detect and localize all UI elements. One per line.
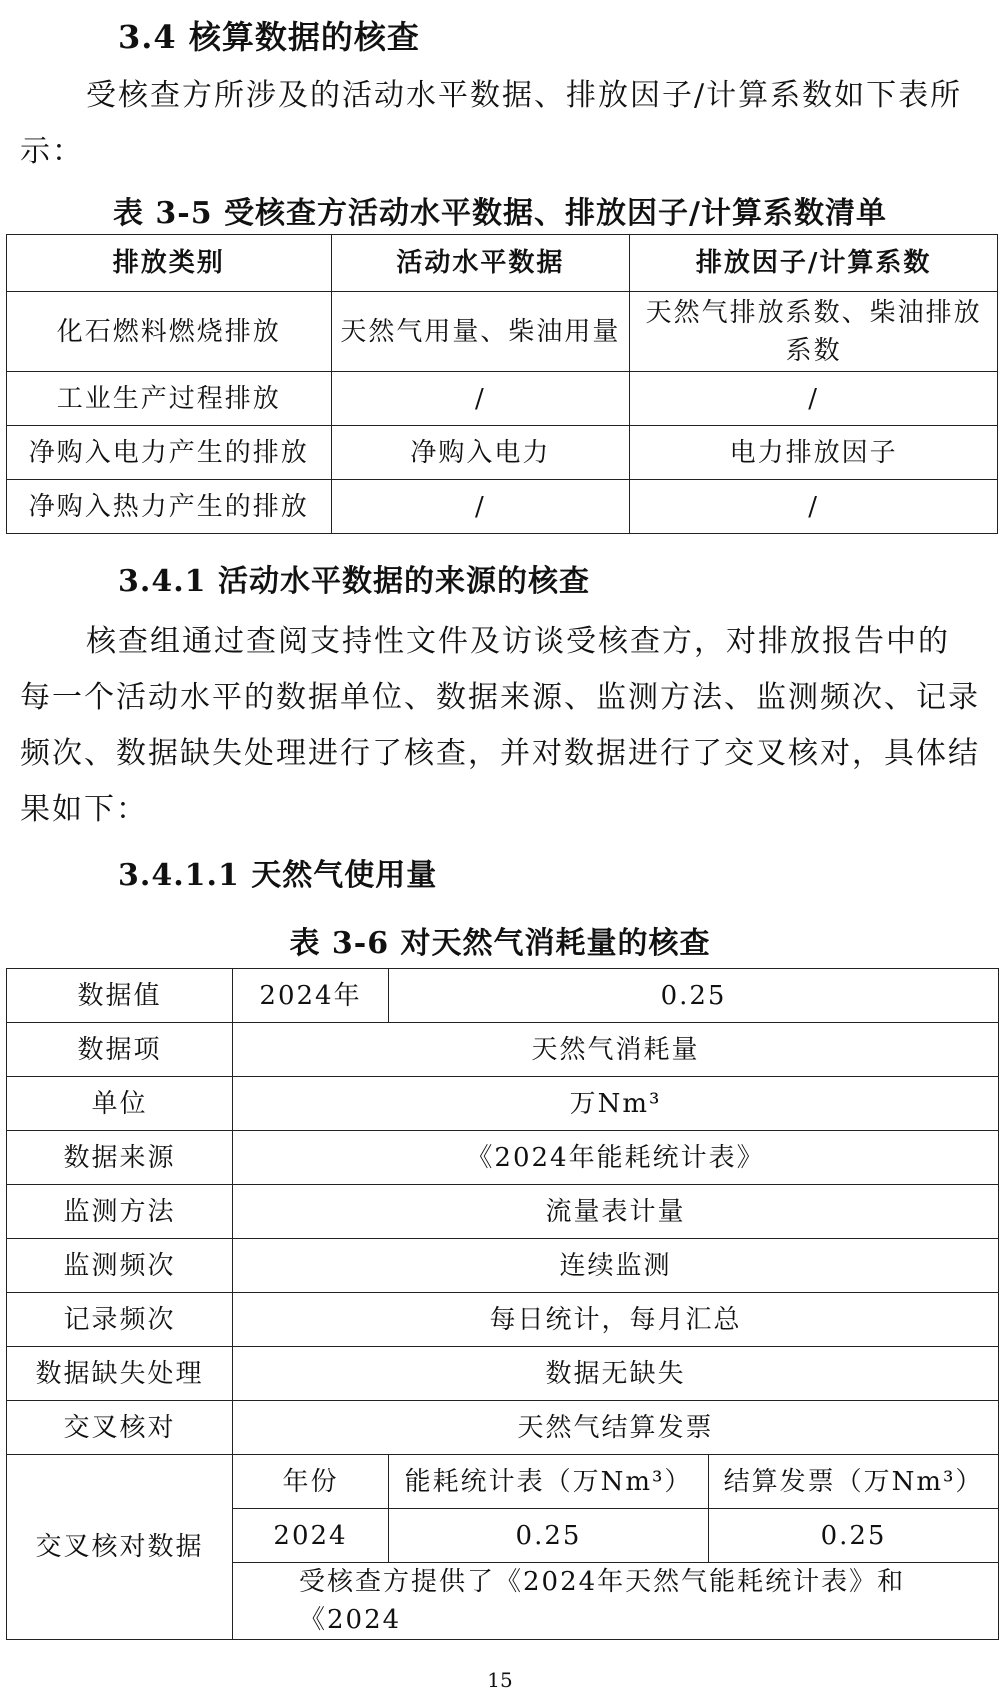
cross-check-header: 年份 (233, 1455, 389, 1509)
table1-caption: 表 3-5 受核查方活动水平数据、排放因子/计算系数清单 (112, 196, 888, 231)
table-cell: 净购入电力产生的排放 (7, 426, 332, 480)
table-row (7, 1293, 999, 1347)
row-label: 交叉核对 (7, 1401, 233, 1455)
table-cell: 净购入热力产生的排放 (7, 480, 332, 534)
table-cell: / (331, 372, 630, 426)
cross-check-header: 结算发票（万Nm³） (709, 1455, 999, 1509)
row-label: 数据项 (7, 1023, 233, 1077)
subsection-heading: 3.4.1 活动水平数据的来源的核查 (118, 564, 590, 599)
row-label: 数据来源 (7, 1131, 233, 1185)
table-row (7, 1239, 999, 1293)
cross-check-cell: 0.25 (709, 1509, 999, 1563)
emission-category-table (6, 234, 998, 534)
natural-gas-check-table (6, 968, 999, 1640)
table1-header-row (7, 235, 998, 292)
table-cell: 净购入电力 (331, 426, 630, 480)
table-row (7, 969, 999, 1023)
cross-check-label: 交叉核对数据 (7, 1455, 233, 1640)
table1-header-cell: 排放因子/计算系数 (630, 235, 998, 292)
table-cell: 化石燃料燃烧排放 (7, 292, 332, 372)
row-value: 万Nm³ (233, 1077, 999, 1131)
cross-check-note: 受核查方提供了《2024年天然气能耗统计表》和《2024 (233, 1563, 999, 1640)
table2-caption: 表 3-6 对天然气消耗量的核查 (289, 926, 711, 961)
table1-header-cell: 活动水平数据 (331, 235, 630, 292)
row-value: 流量表计量 (233, 1185, 999, 1239)
row-value: 数据无缺失 (233, 1347, 999, 1401)
row-label: 监测方法 (7, 1185, 233, 1239)
table-row (7, 426, 998, 480)
table-cell: / (331, 480, 630, 534)
value-cell: 0.25 (389, 969, 999, 1023)
table-row (7, 480, 998, 534)
row-value: 天然气结算发票 (233, 1401, 999, 1455)
year-cell: 2024年 (233, 969, 389, 1023)
cross-check-cell: 2024 (233, 1509, 389, 1563)
row-label: 数据缺失处理 (7, 1347, 233, 1401)
row-value: 连续监测 (233, 1239, 999, 1293)
table-row (7, 1023, 999, 1077)
row-label: 记录频次 (7, 1293, 233, 1347)
cross-check-cell: 0.25 (389, 1509, 709, 1563)
row-value: 每日统计，每月汇总 (233, 1293, 999, 1347)
table-row (7, 1401, 999, 1455)
table-row (7, 292, 998, 372)
section-heading: 3.4 核算数据的核查 (118, 18, 420, 56)
table-row (7, 1185, 999, 1239)
table-row (7, 1347, 999, 1401)
table-row (7, 1077, 999, 1131)
intro-paragraph: 受核查方所涉及的活动水平数据、排放因子/计算系数如下表所示： (20, 78, 963, 169)
row-value: 天然气消耗量 (233, 1023, 999, 1077)
row-value: 《2024年能耗统计表》 (233, 1131, 999, 1185)
table-row (7, 1131, 999, 1185)
table-cell: 电力排放因子 (630, 426, 998, 480)
subsubsection-heading: 3.4.1.1 天然气使用量 (118, 858, 438, 893)
table-cell: / (630, 480, 998, 534)
table-cell: 天然气排放系数、柴油排放系数 (630, 292, 998, 372)
table-cell: / (630, 372, 998, 426)
row-label: 数据值 (7, 969, 233, 1023)
table-row (7, 1455, 999, 1509)
table-cell: 工业生产过程排放 (7, 372, 332, 426)
row-label: 监测频次 (7, 1239, 233, 1293)
page-number: 15 (487, 1668, 513, 1692)
cross-check-header: 能耗统计表（万Nm³） (389, 1455, 709, 1509)
table1-header-cell: 排放类别 (7, 235, 332, 292)
table-cell: 天然气用量、柴油用量 (331, 292, 630, 372)
subsection-paragraph: 核查组通过查阅支持性文件及访谈受核查方，对排放报告中的每一个活动水平的数据单位、数据来源、监测方法、监测频次、记录频次、数据缺失处理进行了核查，并对数据进行了交叉核对，具体结果如下： (20, 624, 980, 827)
table-row (7, 372, 998, 426)
row-label: 单位 (7, 1077, 233, 1131)
